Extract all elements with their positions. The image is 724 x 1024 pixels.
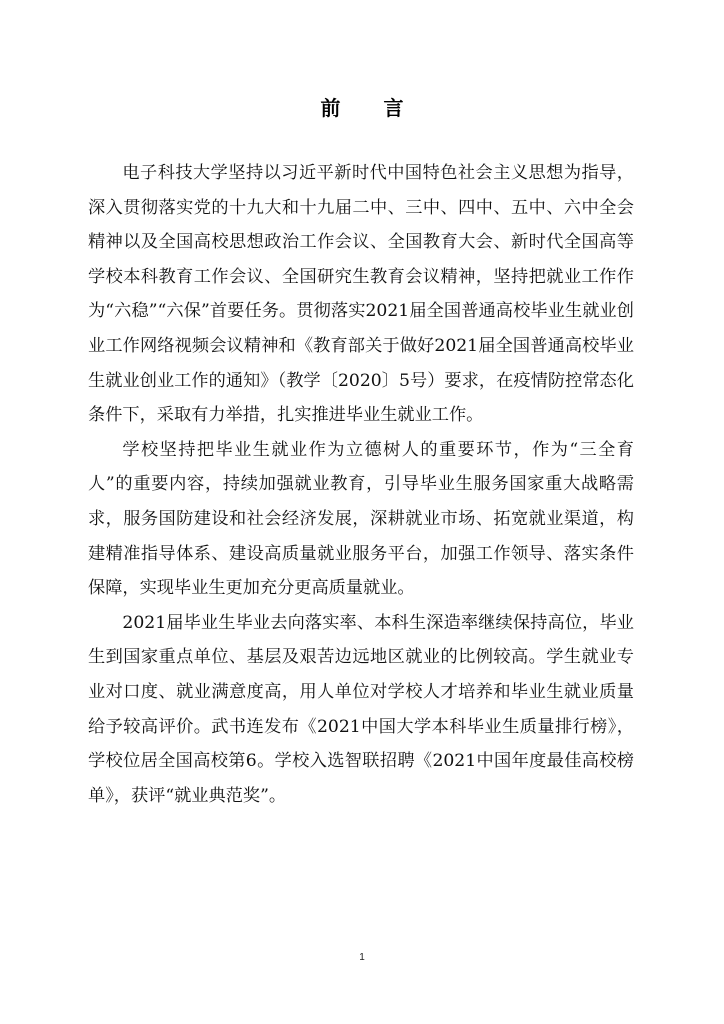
- page-number: 1: [359, 952, 365, 963]
- paragraph-3: 2021届毕业生毕业去向落实率、本科生深造率继续保持高位，毕业生到国家重点单位、基层及艰苦边远地区就业的比例较高。学生就业专业对口度、就业满意度高，用人单位对学校人才培养和毕业生就业质量给予较高评价。武书连发布《2021中国大学本科毕业生质量排行榜》，学校位居全国高校第6。学校入选智联招聘《2021中国年度最佳高校榜单》，获评“就业典范奖”。: [88, 612, 634, 806]
- paragraph-1: 电子科技大学坚持以习近平新时代中国特色社会主义思想为指导，深入贯彻落实党的十九大和十九届二中、三中、四中、五中、六中全会精神以及全国高校思想政治工作会议、全国教育大会、新时代全国高等学校本科教育工作会议、全国研究生教育会议精神，坚持把就业工作作为“六稳”“六保”首要任务。贯彻落实2021届全国普通高校毕业生就业创业工作网络视频会议精神和《教育部关于做好2021届全国普通高校毕业生就业创业工作的通知》（教学〔2020〕5号）要求，在疫情防控常态化条件下，采取有力举措，扎实推进毕业生就业工作。: [88, 163, 634, 426]
- page-title: 前 言: [320, 96, 422, 120]
- paragraph-2: 学校坚持把毕业生就业作为立德树人的重要环节，作为“三全育人”的重要内容，持续加强就业教育，引导毕业生服务国家重大战略需求，服务国防建设和社会经济发展，深耕就业市场、拓宽就业渠道，构建精准指导体系、建设高质量就业服务平台，加强工作领导、落实条件保障，实现毕业生更加充分更高质量就业。: [88, 439, 634, 599]
- body-text: [88, 156, 634, 813]
